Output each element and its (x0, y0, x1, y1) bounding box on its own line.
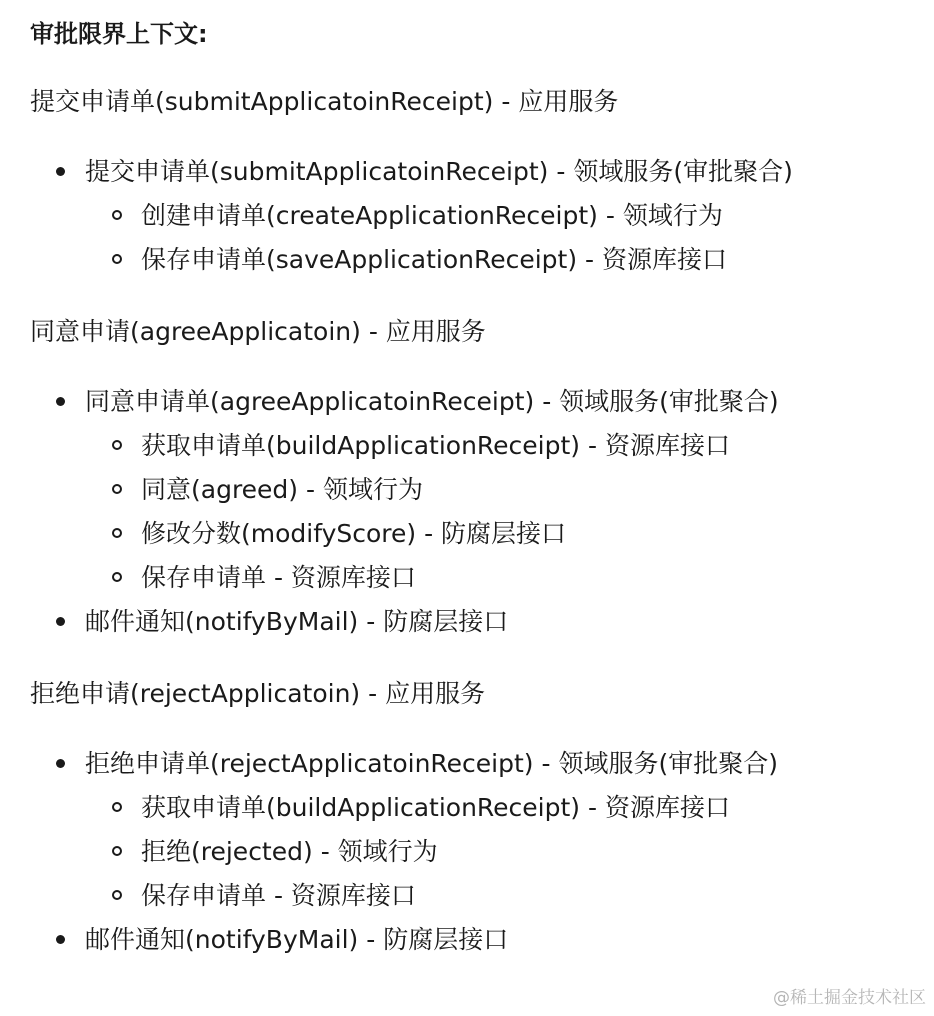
list-item-text: 邮件通知(notifyByMail) - 防腐层接口 (85, 925, 509, 954)
section-agree (30, 312, 910, 644)
sub-list-item-text: 修改分数(modifyScore) - 防腐层接口 (141, 519, 567, 548)
watermark: @稀土掘金技术社区 (773, 988, 926, 1008)
section-title: 提交申请单(submitApplicatoinReceipt) - 应用服务 (30, 87, 619, 116)
bullet-circle-icon (112, 484, 122, 494)
section-title: 拒绝申请(rejectApplicatoin) - 应用服务 (30, 679, 486, 708)
service-list (30, 380, 910, 644)
sub-list-item (112, 238, 910, 282)
sub-list-item (112, 194, 910, 238)
sub-list-item (112, 512, 910, 556)
sub-list-item-text: 获取申请单(buildApplicationReceipt) - 资源库接口 (141, 793, 730, 822)
sub-list-item-text: 保存申请单(saveApplicationReceipt) - 资源库接口 (141, 245, 727, 274)
section-reject (30, 674, 910, 962)
list-item (56, 380, 910, 600)
bullet-disc-icon (56, 167, 65, 176)
sub-list-item-text: 同意(agreed) - 领域行为 (141, 475, 423, 504)
list-item (56, 150, 910, 282)
list-item-text: 提交申请单(submitApplicatoinReceipt) - 领域服务(审批聚合) (85, 157, 793, 186)
sub-list-item (112, 468, 910, 512)
list-item (56, 742, 910, 918)
sub-list-item (112, 830, 910, 874)
list-item (56, 600, 910, 644)
sub-list-item-text: 获取申请单(buildApplicationReceipt) - 资源库接口 (141, 431, 730, 460)
bullet-circle-icon (112, 572, 122, 582)
bullet-circle-icon (112, 802, 122, 812)
sub-list-item (112, 556, 910, 600)
bullet-circle-icon (112, 440, 122, 450)
bullet-disc-icon (56, 935, 65, 944)
bullet-circle-icon (112, 846, 122, 856)
list-item-text: 拒绝申请单(rejectApplicatoinReceipt) - 领域服务(审批聚合) (85, 749, 778, 778)
bullet-circle-icon (112, 210, 122, 220)
service-list (30, 150, 910, 282)
sub-list-item-text: 保存申请单 - 资源库接口 (141, 881, 416, 910)
list-item-text: 邮件通知(notifyByMail) - 防腐层接口 (85, 607, 509, 636)
bullet-circle-icon (112, 890, 122, 900)
bullet-disc-icon (56, 397, 65, 406)
document (30, 14, 910, 992)
section-submit (30, 82, 910, 282)
sub-list-item (112, 786, 910, 830)
list-item-text: 同意申请单(agreeApplicatoinReceipt) - 领域服务(审批聚合) (85, 387, 779, 416)
sub-list-item-text: 保存申请单 - 资源库接口 (141, 563, 416, 592)
section-title: 同意申请(agreeApplicatoin) - 应用服务 (30, 317, 486, 346)
sub-list (85, 786, 910, 918)
sub-list (85, 194, 910, 282)
list-item (56, 918, 910, 962)
sub-list-item-text: 创建申请单(createApplicationReceipt) - 领域行为 (141, 201, 723, 230)
bullet-disc-icon (56, 759, 65, 768)
sub-list (85, 424, 910, 600)
context-heading: 审批限界上下文: (30, 20, 208, 48)
service-list (30, 742, 910, 962)
sub-list-item (112, 424, 910, 468)
sub-list-item (112, 874, 910, 918)
sub-list-item-text: 拒绝(rejected) - 领域行为 (141, 837, 438, 866)
bullet-disc-icon (56, 617, 65, 626)
bullet-circle-icon (112, 254, 122, 264)
bullet-circle-icon (112, 528, 122, 538)
